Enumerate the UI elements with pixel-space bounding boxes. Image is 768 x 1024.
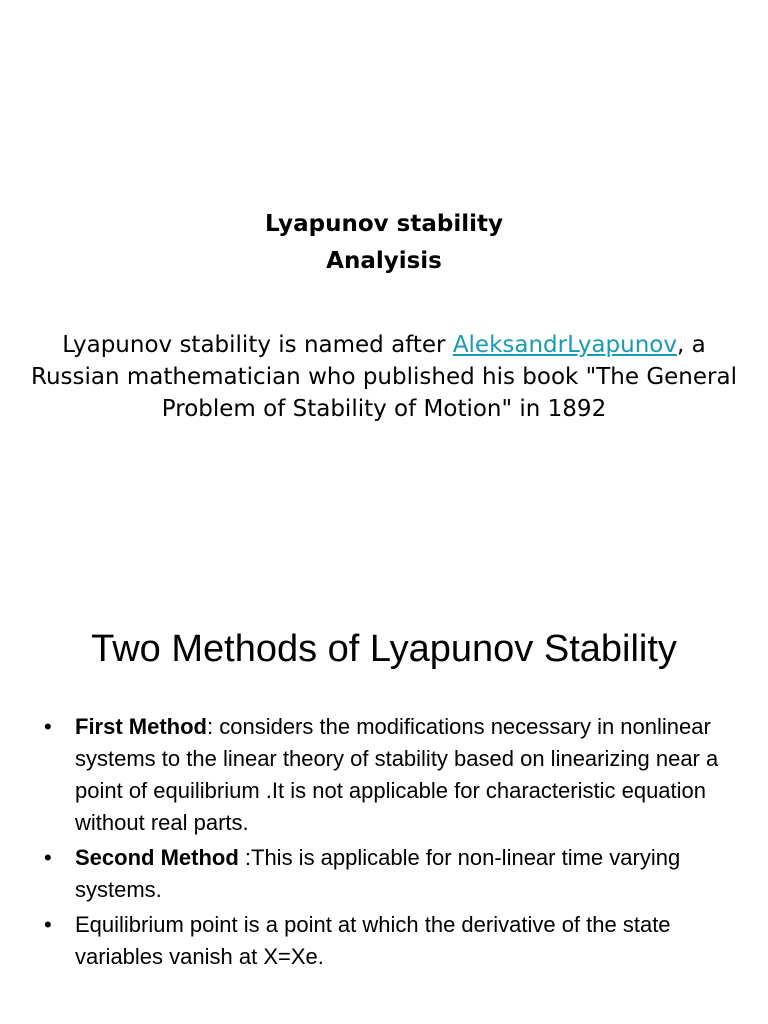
- bullet-text: Equilibrium point is a point at which the derivative of the state variables vanish at X=Xe.: [75, 912, 671, 969]
- bullet-first-method: [42, 711, 722, 839]
- lyapunov-link[interactable]: AleksandrLyapunov: [452, 332, 677, 358]
- methods-slide: [0, 512, 768, 1024]
- intro-text-after-link: , a Russian mathematician who published his book "The General Problem of Stability of Motion" in 1892: [31, 332, 737, 422]
- slide-title: [0, 206, 768, 280]
- bullet-term: First Method: [75, 714, 207, 739]
- title-line-2: Analyisis: [326, 248, 442, 274]
- bullet-marker: •: [44, 845, 52, 870]
- bullet-list: [42, 711, 722, 976]
- bullet-marker: •: [44, 714, 52, 739]
- intro-text-before-link: Lyapunov stability is named after: [62, 332, 453, 358]
- title-line-1: Lyapunov stability: [265, 211, 503, 237]
- bullet-second-method: [42, 842, 722, 906]
- intro-paragraph: [30, 329, 738, 425]
- bullet-text: :This is applicable for non-linear time varying systems.: [75, 845, 681, 902]
- bullet-text: : considers the modifications necessary in nonlinear systems to the linear theory of stability based on linearizing near a point of equilibrium .It is not applicable for characteristic equation without real parts.: [75, 714, 719, 835]
- slide-heading: Two Methods of Lyapunov Stability: [91, 628, 677, 670]
- bullet-equilibrium-point: [42, 909, 722, 973]
- bullet-term: Second Method: [75, 845, 239, 870]
- bullet-marker: •: [44, 912, 52, 937]
